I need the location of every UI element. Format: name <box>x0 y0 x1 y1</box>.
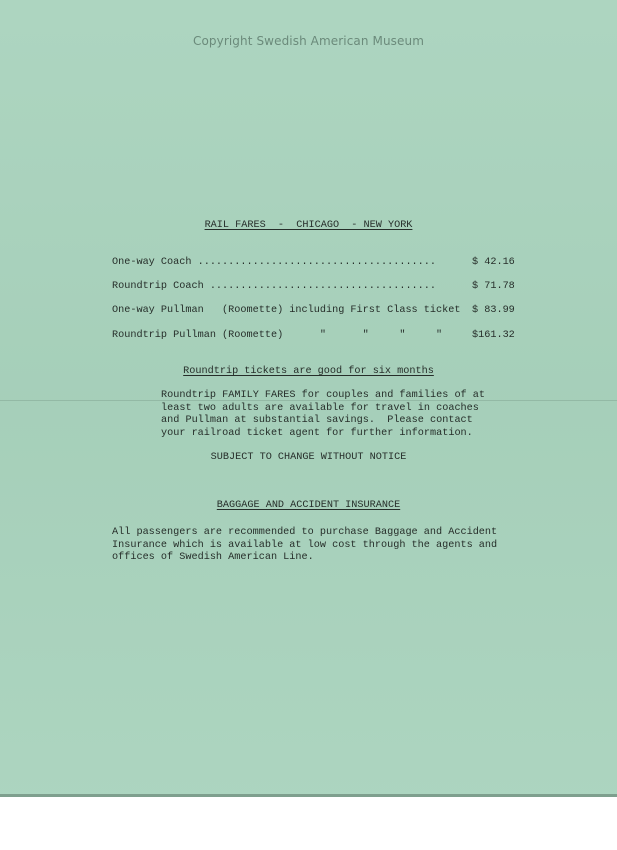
fare-row <box>112 281 524 295</box>
fare-price: $161.32 <box>472 330 515 341</box>
fare-row <box>112 305 524 319</box>
copyright-watermark: Copyright Swedish American Museum <box>193 34 424 48</box>
fare-row <box>112 257 524 271</box>
paragraph-line: your railroad ticket agent for further information. <box>161 427 473 439</box>
fare-price: $ 42.16 <box>472 257 515 268</box>
fare-description: One-way Coach ....................................... <box>112 257 437 268</box>
fare-description: One-way Pullman (Roomette) including First Class ticket <box>112 305 461 316</box>
paragraph-line: and Pullman at substantial savings. Please contact <box>161 415 473 426</box>
family-fares-paragraph <box>161 390 485 440</box>
paragraph-line: Roundtrip FAMILY FARES for couples and families of at <box>161 390 486 401</box>
change-notice: SUBJECT TO CHANGE WITHOUT NOTICE <box>210 452 407 463</box>
paragraph-line: All passengers are recommended to purchase Baggage and Accident <box>112 527 498 538</box>
page-title: RAIL FARES - CHICAGO - NEW YORK <box>204 220 413 231</box>
validity-note: Roundtrip tickets are good for six months <box>183 366 434 377</box>
fare-description: Roundtrip Coach ..................................... <box>112 281 437 292</box>
paragraph-line: least two adults are available for travel in coaches <box>161 402 479 414</box>
paragraph-line: offices of Swedish American Line. <box>112 552 314 563</box>
fare-description: Roundtrip Pullman (Roomette) " " " " <box>112 330 443 341</box>
insurance-paragraph <box>112 527 497 565</box>
fare-row <box>112 330 524 344</box>
insurance-heading: BAGGAGE AND ACCIDENT INSURANCE <box>216 500 401 511</box>
fare-price: $ 83.99 <box>472 305 515 316</box>
fare-price: $ 71.78 <box>472 281 515 292</box>
paragraph-line: Insurance which is available at low cost through the agents and <box>112 539 498 551</box>
scan-background <box>0 797 617 850</box>
